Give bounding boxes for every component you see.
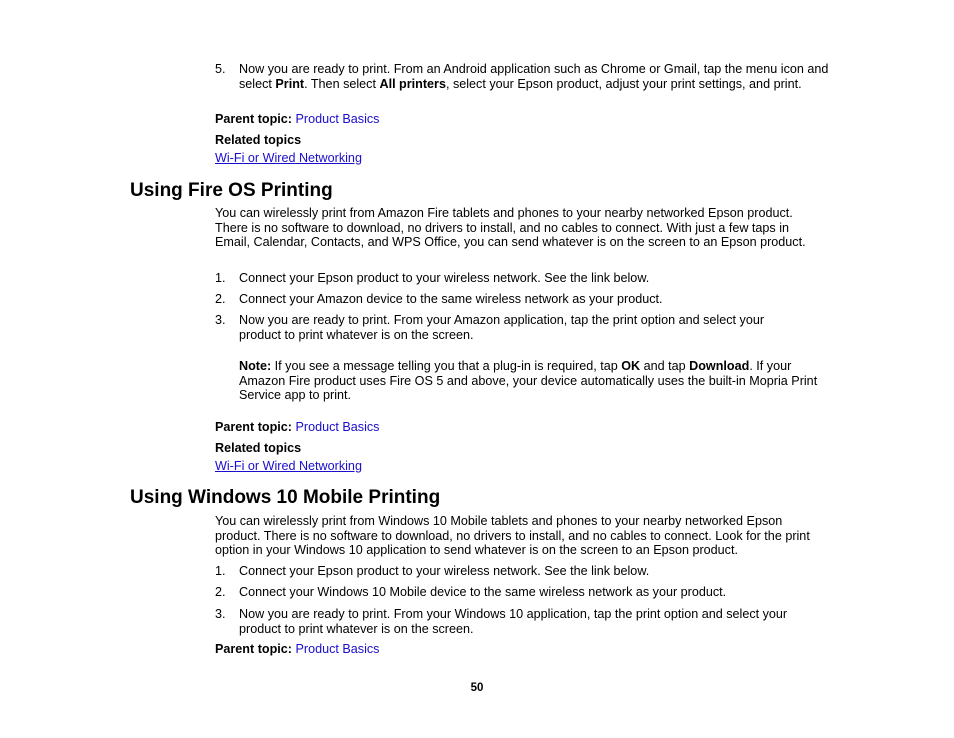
step-text: Connect your Epson product to your wireless network. See the link below. xyxy=(239,271,650,285)
step-number: 2. xyxy=(215,585,226,599)
section-intro: You can wirelessly print from Windows 10 Mobile tablets and phones to your nearby networked Epson product. There is no software to download, no drivers to install, and no cables to connect. Look for the print option in your Windows 10 application to send whatever is on the screen to an Epson product. xyxy=(215,514,810,558)
related-topic-link[interactable]: Wi-Fi or Wired Networking xyxy=(215,459,362,473)
page-number: 50 xyxy=(470,682,484,694)
step-number: 1. xyxy=(215,564,226,578)
step-number: 3. xyxy=(215,313,226,327)
parent-topic-label: Parent topic: xyxy=(215,420,292,434)
parent-topic-link[interactable]: Product Basics xyxy=(295,642,380,656)
related-topic-link[interactable]: Wi-Fi or Wired Networking xyxy=(215,151,362,165)
step-text: Connect your Epson product to your wireless network. See the link below. xyxy=(239,564,650,578)
parent-topic-label: Parent topic: xyxy=(215,112,292,126)
parent-topic-link[interactable]: Product Basics xyxy=(295,420,380,434)
section-heading: Using Windows 10 Mobile Printing xyxy=(130,487,441,508)
parent-topic xyxy=(215,112,379,127)
step-number: 2. xyxy=(215,292,226,306)
step-text: Connect your Windows 10 Mobile device to the same wireless network as your product. xyxy=(239,585,727,599)
step-number: 5. xyxy=(215,62,226,76)
section-intro: You can wirelessly print from Amazon Fire tablets and phones to your nearby networked Epson product. There is no software to download, no drivers to install, and no cables to connect. With just a few taps in Email, Calendar, Contacts, and WPS Office, you can send whatever is on the screen to an Epson product. xyxy=(215,206,806,250)
step-text: Connect your Amazon device to the same wireless network as your product. xyxy=(239,292,663,306)
parent-topic-label: Parent topic: xyxy=(215,642,292,656)
related-topics-label: Related topics xyxy=(215,133,302,147)
step-number: 1. xyxy=(215,271,226,285)
note: Note: If you see a message telling you that a plug-in is required, tap OK and tap Download. If your Amazon Fire product uses Fire OS 5 and above, your device automatically uses the built-in Mopria Print Service app to print. xyxy=(239,359,818,403)
parent-topic xyxy=(215,420,379,435)
step-number: 3. xyxy=(215,607,226,621)
related-topics-label: Related topics xyxy=(215,441,302,455)
parent-topic-link[interactable]: Product Basics xyxy=(295,112,380,126)
step-text: Now you are ready to print. From an Android application such as Chrome or Gmail, tap the menu icon and select Print. Then select All printers, select your Epson product, adjust your print settings, and print. xyxy=(239,62,829,91)
section-heading: Using Fire OS Printing xyxy=(130,180,333,201)
parent-topic xyxy=(215,642,379,657)
step-text: Now you are ready to print. From your Amazon application, tap the print option and select your product to print whatever is on the screen. xyxy=(239,313,765,342)
note-label: Note: xyxy=(239,359,272,373)
step-text: Now you are ready to print. From your Windows 10 application, tap the print option and select your product to print whatever is on the screen. xyxy=(239,607,788,636)
